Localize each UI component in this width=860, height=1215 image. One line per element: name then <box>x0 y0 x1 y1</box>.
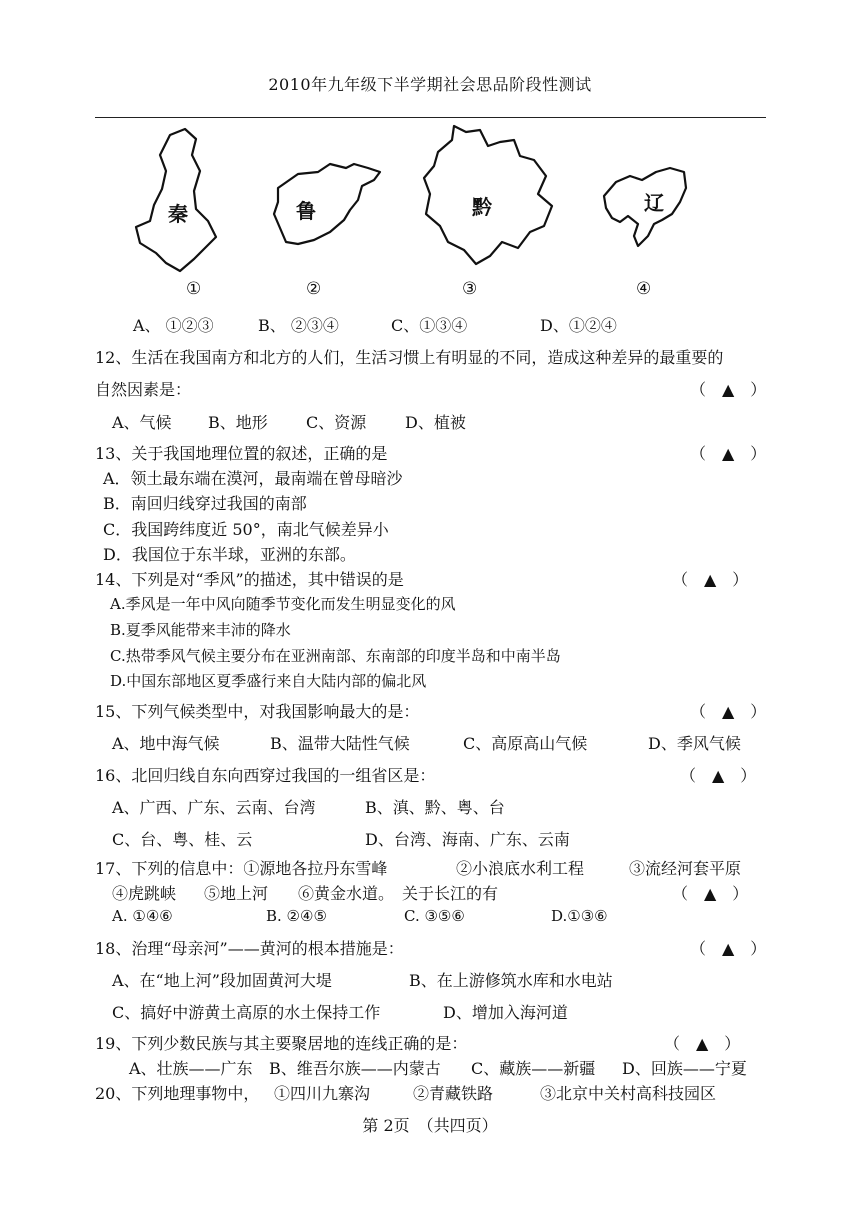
question-17-stem: 17、下列的信息中：①源地各拉丹东雪峰 <box>95 859 388 878</box>
option: A、壮族——广东 <box>129 1059 253 1078</box>
option: D、季风气候 <box>648 734 741 753</box>
option: A. ①④⑥ <box>112 907 173 925</box>
shandong-outline <box>274 164 380 244</box>
option: A.季风是一年中风向随季节变化而发生明显变化的风 <box>110 595 456 613</box>
map-label: 辽 <box>644 191 664 215</box>
answer-mark: （ ▲ ） <box>690 939 767 958</box>
question-17-item: ⑥黄金水道。 关于长江的有 <box>298 884 499 903</box>
question-20-item: ②青藏铁路 <box>413 1084 494 1103</box>
page-footer: 第 2页 （共四页） <box>362 1116 498 1135</box>
option: C．我国跨纬度近 50°，南北气候差异小 <box>103 520 389 539</box>
map-guizhou <box>418 122 558 272</box>
answer-mark: （ ▲ ） <box>690 702 767 721</box>
answer-mark: （ ▲ ） <box>680 766 757 785</box>
map-shaanxi <box>130 125 230 275</box>
option: D、回族——宁夏 <box>622 1059 747 1078</box>
option: D.①③⑥ <box>551 907 608 925</box>
option: C、资源 <box>306 413 367 432</box>
option: D、增加入海河道 <box>443 1003 568 1022</box>
option: A、广西、广东、云南、台湾 <box>112 798 316 817</box>
question-20-item: ③北京中关村高科技园区 <box>540 1084 717 1103</box>
map-number: ④ <box>636 279 652 299</box>
question-17-item: ④虎跳峡 <box>112 884 177 903</box>
question-20-stem: 20、下列地理事物中， <box>95 1084 260 1103</box>
option: B、滇、黔、粤、台 <box>365 798 505 817</box>
option: B．南回归线穿过我国的南部 <box>103 494 307 513</box>
question-19-stem: 19、下列少数民族与其主要聚居地的连线正确的是： <box>95 1034 468 1053</box>
option: C. ③⑤⑥ <box>404 907 465 925</box>
option: D、台湾、海南、广东、云南 <box>365 830 570 849</box>
answer-mark: （ ▲ ） <box>672 884 749 903</box>
option: C、藏族——新疆 <box>471 1059 596 1078</box>
option: C、①③④ <box>391 316 468 335</box>
option: C.热带季风气候主要分布在亚洲南部、东南部的印度半岛和中南半岛 <box>110 647 561 665</box>
question-14-stem: 14、下列是对“季风”的描述，其中错误的是 <box>95 570 404 589</box>
option: C、搞好中游黄土高原的水土保持工作 <box>112 1003 381 1022</box>
option: C、高原高山气候 <box>463 734 588 753</box>
question-20-item: ①四川九寨沟 <box>274 1084 371 1103</box>
question-15-stem: 15、下列气候类型中，对我国影响最大的是： <box>95 702 420 721</box>
map-liaoning <box>598 162 698 257</box>
option: A、 ①②③ <box>133 316 214 335</box>
question-18-stem: 18、治理“母亲河”——黄河的根本措施是： <box>95 939 404 958</box>
map-number: ① <box>186 279 202 299</box>
option: B、温带大陆性气候 <box>270 734 410 753</box>
page-title: 2010年九年级下半学期社会思品阶段性测试 <box>268 75 592 94</box>
option: D、①②④ <box>540 316 617 335</box>
map-label: 黔 <box>472 195 492 219</box>
option: B、维吾尔族——内蒙古 <box>269 1059 441 1078</box>
option: B.夏季风能带来丰沛的降水 <box>110 621 291 639</box>
answer-mark: （ ▲ ） <box>690 380 767 399</box>
option: B、 ②③④ <box>258 316 339 335</box>
map-number: ③ <box>462 279 478 299</box>
answer-mark: （ ▲ ） <box>664 1034 741 1053</box>
option: A．领土最东端在漠河，最南端在曾母暗沙 <box>103 469 403 488</box>
option: B、地形 <box>208 413 268 432</box>
answer-mark: （ ▲ ） <box>672 570 749 589</box>
option: A、地中海气候 <box>112 734 220 753</box>
option: C、台、粤、桂、云 <box>112 830 253 849</box>
question-13-stem: 13、关于我国地理位置的叙述，正确的是 <box>95 444 388 463</box>
question-17-item: ⑤地上河 <box>204 884 269 903</box>
question-16-stem: 16、北回归线自东向西穿过我国的一组省区是： <box>95 766 436 785</box>
question-12-stem-cont: 自然因素是： <box>95 380 192 399</box>
header-rule <box>95 117 766 118</box>
question-17-item: ②小浪底水利工程 <box>456 859 585 878</box>
shaanxi-outline <box>136 129 216 271</box>
option: B、在上游修筑水库和水电站 <box>409 971 613 990</box>
option: A、在“地上河”段加固黄河大堤 <box>112 971 332 990</box>
question-12-stem: 12、生活在我国南方和北方的人们，生活习惯上有明显的不同，造成这种差异的最重要的 <box>95 348 724 367</box>
map-label: 鲁 <box>296 199 316 223</box>
map-label: 秦 <box>168 202 188 226</box>
option: D、植被 <box>405 413 466 432</box>
question-17-item: ③流经河套平原 <box>629 859 742 878</box>
option: D.中国东部地区夏季盛行来自大陆内部的偏北风 <box>110 672 427 690</box>
map-shandong <box>268 158 388 258</box>
map-number: ② <box>306 279 322 299</box>
option: B. ②④⑤ <box>266 907 327 925</box>
option: D．我国位于东半球，亚洲的东部。 <box>103 545 356 564</box>
answer-mark: （ ▲ ） <box>690 444 767 463</box>
option: A、气候 <box>112 413 172 432</box>
